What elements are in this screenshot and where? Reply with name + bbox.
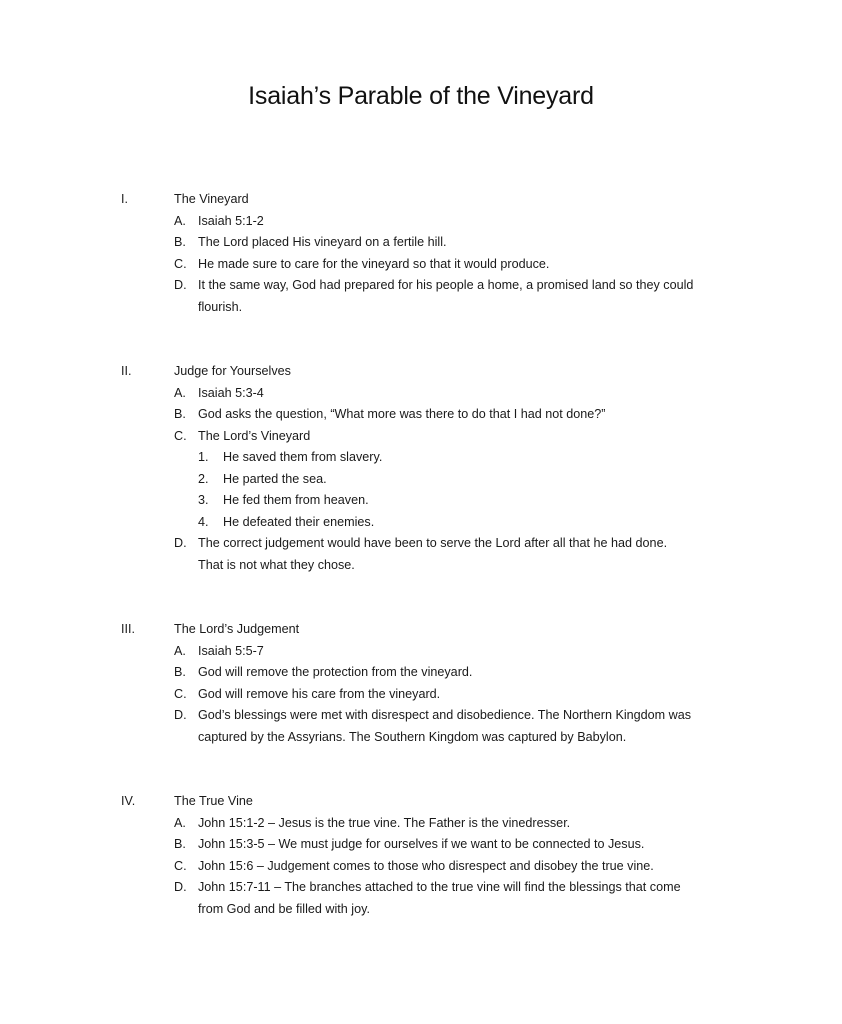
subitem-number: 3. — [198, 493, 209, 507]
item-letter: C. — [174, 428, 187, 443]
section-heading: Judge for Yourselves — [174, 364, 291, 378]
item-letter: B. — [174, 407, 186, 421]
item-text: captured by the Assyrians. The Southern Kingdom was captured by Babylon. — [198, 729, 627, 744]
item-text: John 15:7-11 – The branches attached to the true vine will find the blessings that come — [198, 880, 681, 894]
item-letter: B. — [174, 235, 186, 249]
outline-item — [0, 404, 842, 426]
item-letter: D. — [174, 536, 187, 550]
outline-item — [0, 426, 842, 448]
outline-subitem — [0, 447, 842, 469]
outline-item — [0, 533, 842, 555]
item-text: Isaiah 5:5-7 — [198, 643, 264, 658]
outline-item-continuation — [0, 555, 842, 577]
item-text: He made sure to care for the vineyard so that it would produce. — [198, 256, 550, 271]
outline-item-continuation — [0, 297, 842, 319]
item-letter: C. — [174, 256, 187, 271]
section-heading: The Vineyard — [174, 192, 249, 206]
item-text: God asks the question, “What more was there to do that I had not done?” — [198, 407, 606, 421]
item-text: from God and be filled with joy. — [198, 901, 370, 916]
outline-item — [0, 684, 842, 706]
item-letter: B. — [174, 837, 186, 851]
item-text: The Lord’s Vineyard — [198, 428, 311, 443]
item-text: God will remove the protection from the vineyard. — [198, 665, 473, 679]
outline-item-continuation — [0, 727, 842, 749]
subitem-text: He defeated their enemies. — [223, 514, 375, 529]
outline-item — [0, 275, 842, 297]
item-letter: D. — [174, 278, 187, 292]
outline-subitem — [0, 469, 842, 491]
item-text: It the same way, God had prepared for his people a home, a promised land so they could — [198, 278, 694, 292]
item-letter: D. — [174, 708, 187, 722]
item-letter: C. — [174, 686, 187, 701]
item-text: Isaiah 5:1-2 — [198, 213, 264, 228]
section-heading-row — [0, 189, 842, 211]
outline-item — [0, 641, 842, 663]
item-letter: A. — [174, 213, 186, 228]
section-heading-row — [0, 361, 842, 383]
item-text: John 15:3-5 – We must judge for ourselves if we want to be connected to Jesus. — [198, 837, 645, 851]
outline-item — [0, 813, 842, 835]
subitem-number: 4. — [198, 514, 209, 529]
outline-item — [0, 834, 842, 856]
section-numeral: II. — [121, 364, 132, 378]
outline-item — [0, 232, 842, 254]
item-text: flourish. — [198, 299, 243, 314]
item-text: God will remove his care from the vineyard. — [198, 686, 441, 701]
section-heading: The Lord’s Judgement — [174, 622, 300, 636]
item-letter: D. — [174, 880, 187, 894]
outline-item — [0, 383, 842, 405]
item-letter: B. — [174, 665, 186, 679]
item-letter: A. — [174, 643, 186, 658]
document-title: Isaiah’s Parable of the Vineyard — [248, 82, 594, 110]
outline-item — [0, 877, 842, 899]
item-text: John 15:1-2 – Jesus is the true vine. The Father is the vinedresser. — [198, 815, 571, 830]
item-text: The Lord placed His vineyard on a fertile hill. — [198, 235, 447, 249]
outline-item — [0, 856, 842, 878]
section-heading-row — [0, 619, 842, 641]
subitem-text: He fed them from heaven. — [223, 493, 369, 507]
item-text: That is not what they chose. — [198, 557, 355, 572]
section-numeral: I. — [121, 192, 128, 206]
outline-item — [0, 662, 842, 684]
outline-item-continuation — [0, 899, 842, 921]
subitem-number: 1. — [198, 450, 209, 464]
subitem-number: 2. — [198, 471, 209, 486]
outline-subitem — [0, 490, 842, 512]
item-text: The correct judgement would have been to serve the Lord after all that he had done. — [198, 536, 668, 550]
item-letter: A. — [174, 815, 186, 830]
outline-item — [0, 705, 842, 727]
subitem-text: He saved them from slavery. — [223, 450, 383, 464]
section-heading-row — [0, 791, 842, 813]
outline-item — [0, 254, 842, 276]
section-numeral: III. — [121, 622, 135, 636]
item-text: Isaiah 5:3-4 — [198, 385, 264, 400]
section-heading: The True Vine — [174, 794, 253, 808]
outline-item — [0, 211, 842, 233]
item-letter: C. — [174, 858, 187, 873]
outline-subitem — [0, 512, 842, 534]
item-text: God’s blessings were met with disrespect and disobedience. The Northern Kingdom was — [198, 708, 692, 722]
section-numeral: IV. — [121, 794, 136, 808]
item-text: John 15:6 – Judgement comes to those who disrespect and disobey the true vine. — [198, 858, 654, 873]
item-letter: A. — [174, 385, 186, 400]
subitem-text: He parted the sea. — [223, 471, 327, 486]
